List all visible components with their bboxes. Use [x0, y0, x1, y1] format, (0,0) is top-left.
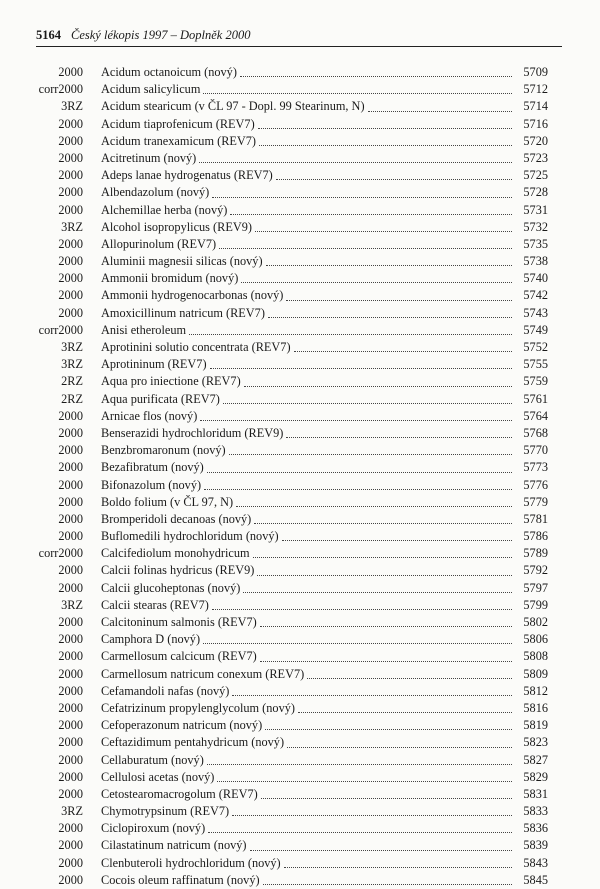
entry-page: 5833 — [523, 804, 548, 819]
index-entry — [34, 219, 548, 236]
entry-edition: 2000 — [58, 529, 83, 544]
entry-name: Acidum tranexamicum (REV7) — [101, 133, 257, 148]
entry-page: 5752 — [523, 340, 548, 354]
entry-edition: 2000 — [58, 425, 83, 440]
dot-leader — [261, 798, 512, 799]
entry-name: Boldo folium (v ČL 97, N) — [101, 494, 234, 509]
dot-leader — [243, 592, 512, 593]
entry-edition: 2000 — [58, 511, 83, 526]
index-entry — [34, 631, 548, 648]
entry-name: Allopurinolum (REV7) — [101, 236, 217, 251]
entry-page: 5740 — [523, 271, 548, 286]
dot-leader — [207, 472, 512, 473]
index-entry — [34, 872, 548, 889]
dot-leader — [208, 832, 512, 833]
entry-edition: 2000 — [58, 168, 83, 183]
dot-leader — [199, 162, 512, 163]
index-entry — [34, 373, 548, 390]
entry-name: Acidum tiaprofenicum (REV7) — [101, 116, 255, 131]
entry-edition: corr2000 — [38, 322, 83, 337]
index-entry — [34, 459, 548, 476]
entry-name: Acidum stearicum (v ČL 97 - Dopl. 99 Stearinum, N) — [101, 99, 365, 114]
entry-page: 5786 — [523, 529, 548, 544]
index-entry — [34, 648, 548, 665]
index-entry — [34, 511, 548, 528]
index-entry — [34, 734, 548, 751]
index-entry — [34, 270, 548, 287]
entry-page: 5829 — [523, 769, 548, 784]
entry-edition: 2000 — [58, 666, 83, 681]
entry-page: 5773 — [523, 460, 548, 475]
dot-leader — [294, 351, 512, 352]
entry-edition: 2000 — [58, 202, 83, 217]
dot-leader — [232, 695, 512, 696]
dot-leader — [189, 334, 512, 335]
entry-edition: 2000 — [58, 305, 83, 320]
index-entry — [34, 752, 548, 769]
dot-leader — [286, 437, 512, 438]
entry-page: 5843 — [523, 855, 548, 870]
entry-name: Aqua pro iniectione (REV7) — [101, 374, 241, 389]
entry-name: Cefamandoli nafas (nový) — [101, 683, 230, 698]
entry-name: Alcohol isopropylicus (REV9) — [101, 219, 252, 234]
entry-name: Anisi etheroleum — [101, 322, 187, 337]
index-entry — [34, 786, 548, 803]
dot-leader — [240, 76, 512, 77]
entry-name: Benzbromaronum (nový) — [101, 443, 226, 458]
entry-page: 5761 — [523, 391, 548, 406]
entry-edition: 2000 — [58, 494, 83, 509]
index-entry — [34, 116, 548, 133]
entry-edition: 3RZ — [61, 597, 83, 612]
entry-page: 5809 — [523, 666, 548, 681]
index-entry — [34, 305, 548, 322]
dot-leader — [223, 403, 512, 404]
entry-edition: 2000 — [58, 116, 83, 131]
dot-leader — [219, 248, 512, 249]
index-entry — [34, 64, 548, 81]
dot-leader — [276, 179, 512, 180]
index-entry — [34, 597, 548, 614]
entry-page: 5797 — [523, 580, 548, 595]
entry-name: Aprotinini solutio concentrata (REV7) — [101, 340, 291, 354]
entry-page: 5806 — [523, 632, 548, 647]
entry-page: 5755 — [523, 357, 548, 372]
index-entry — [34, 167, 548, 184]
entry-page: 5808 — [523, 649, 548, 664]
entry-page: 5776 — [523, 477, 548, 492]
entry-name: Calcii glucoheptonas (nový) — [101, 580, 241, 595]
entry-name: Cetostearomacrogolum (REV7) — [101, 786, 258, 801]
entry-edition: 2000 — [58, 632, 83, 647]
dot-leader — [259, 145, 512, 146]
entry-edition: corr2000 — [38, 82, 83, 97]
dot-leader — [203, 93, 512, 94]
entry-page: 5779 — [523, 494, 548, 509]
index-entry — [34, 408, 548, 425]
dot-leader — [229, 454, 512, 455]
index-entry — [34, 494, 548, 511]
entry-name: Cellaburatum (nový) — [101, 752, 204, 767]
dot-leader — [298, 712, 512, 713]
index-list — [34, 64, 548, 889]
dot-leader — [260, 626, 512, 627]
dot-leader — [253, 557, 512, 558]
index-entry — [34, 322, 548, 339]
index-entry — [34, 562, 548, 579]
dot-leader — [368, 111, 512, 112]
index-entry — [34, 614, 548, 631]
entry-page: 5770 — [523, 443, 548, 458]
entry-edition: 2RZ — [61, 374, 83, 389]
index-entry — [34, 425, 548, 442]
dot-leader — [268, 317, 512, 318]
entry-page: 5743 — [523, 305, 548, 320]
entry-page: 5749 — [523, 322, 548, 337]
entry-name: Ceftazidimum pentahydricum (nový) — [101, 735, 285, 750]
entry-page: 5831 — [523, 786, 548, 801]
running-header — [36, 28, 562, 47]
dot-leader — [212, 609, 512, 610]
entry-edition: 2000 — [58, 65, 83, 79]
entry-edition: 2000 — [58, 769, 83, 784]
entry-page: 5731 — [523, 202, 548, 217]
index-entry — [34, 666, 548, 683]
entry-name: Ammonii hydrogenocarbonas (nový) — [101, 288, 284, 303]
entry-edition: 2000 — [58, 838, 83, 853]
entry-page: 5812 — [523, 683, 548, 698]
dot-leader — [263, 884, 512, 885]
dot-leader — [203, 643, 512, 644]
entry-page: 5845 — [523, 872, 548, 887]
entry-edition: 3RZ — [61, 340, 83, 354]
index-entry — [34, 683, 548, 700]
dot-leader — [257, 575, 512, 576]
entry-edition: 2000 — [58, 477, 83, 492]
entry-edition: 2000 — [58, 786, 83, 801]
entry-page: 5728 — [523, 185, 548, 200]
entry-name: Ciclopiroxum (nový) — [101, 821, 206, 836]
entry-name: Aqua purificata (REV7) — [101, 391, 220, 406]
dot-leader — [244, 386, 512, 387]
dot-leader — [307, 678, 512, 679]
entry-page: 5819 — [523, 718, 548, 733]
entry-page: 5709 — [523, 65, 548, 79]
entry-name: Bifonazolum (nový) — [101, 477, 202, 492]
entry-edition: 3RZ — [61, 219, 83, 234]
entry-name: Arnicae flos (nový) — [101, 408, 198, 423]
entry-page: 5714 — [523, 99, 548, 114]
entry-page: 5759 — [523, 374, 548, 389]
entry-page: 5789 — [523, 546, 548, 561]
index-entry — [34, 528, 548, 545]
dot-leader — [286, 300, 512, 301]
entry-page: 5712 — [523, 82, 548, 97]
entry-name: Buflomedili hydrochloridum (nový) — [101, 529, 279, 544]
entry-page: 5720 — [523, 133, 548, 148]
entry-page: 5735 — [523, 236, 548, 251]
index-entry — [34, 769, 548, 786]
index-entry — [34, 580, 548, 597]
page-number: 5164 — [36, 28, 61, 42]
entry-edition: 2000 — [58, 254, 83, 269]
entry-edition: 3RZ — [61, 804, 83, 819]
dot-leader — [287, 747, 512, 748]
entry-edition: 2000 — [58, 150, 83, 165]
dot-leader — [284, 867, 512, 868]
entry-name: Acidum salicylicum — [101, 82, 201, 97]
entry-page: 5781 — [523, 511, 548, 526]
entry-name: Calcifediolum monohydricum — [101, 546, 250, 561]
entry-page: 5738 — [523, 254, 548, 269]
dot-leader — [266, 265, 512, 266]
entry-name: Alchemillae herba (nový) — [101, 202, 228, 217]
entry-edition: corr2000 — [38, 546, 83, 561]
entry-edition: 2000 — [58, 185, 83, 200]
entry-page: 5723 — [523, 150, 548, 165]
dot-leader — [265, 729, 512, 730]
entry-edition: 2000 — [58, 408, 83, 423]
entry-edition: 2000 — [58, 683, 83, 698]
entry-edition: 3RZ — [61, 99, 83, 114]
index-entry — [34, 391, 548, 408]
dot-leader — [254, 523, 512, 524]
entry-edition: 2000 — [58, 735, 83, 750]
index-entry — [34, 837, 548, 854]
entry-edition: 2000 — [58, 855, 83, 870]
entry-name: Cellulosi acetas (nový) — [101, 769, 215, 784]
entry-edition: 2000 — [58, 460, 83, 475]
entry-name: Calcii stearas (REV7) — [101, 597, 209, 612]
entry-edition: 2000 — [58, 649, 83, 664]
entry-name: Ammonii bromidum (nový) — [101, 271, 239, 286]
index-entry — [34, 150, 548, 167]
index-entry — [34, 803, 548, 820]
entry-page: 5732 — [523, 219, 548, 234]
index-entry — [34, 855, 548, 872]
entry-page: 5716 — [523, 116, 548, 131]
entry-page: 5816 — [523, 700, 548, 715]
index-entry — [34, 184, 548, 201]
entry-name: Aprotininum (REV7) — [101, 357, 207, 372]
dot-leader — [210, 368, 512, 369]
index-entry — [34, 236, 548, 253]
dot-leader — [207, 764, 512, 765]
entry-edition: 2000 — [58, 443, 83, 458]
dot-leader — [212, 197, 512, 198]
dot-leader — [232, 815, 512, 816]
entry-name: Carmellosum natricum conexum (REV7) — [101, 666, 305, 681]
entry-name: Aluminii magnesii silicas (nový) — [101, 254, 263, 269]
entry-name: Adeps lanae hydrogenatus (REV7) — [101, 168, 273, 183]
index-entry — [34, 98, 548, 115]
entry-name: Cefoperazonum natricum (nový) — [101, 718, 263, 733]
entry-edition: 2RZ — [61, 391, 83, 406]
entry-edition: 2000 — [58, 271, 83, 286]
entry-edition: 2000 — [58, 133, 83, 148]
entry-page: 5725 — [523, 168, 548, 183]
entry-name: Acitretinum (nový) — [101, 150, 197, 165]
entry-name: Chymotrypsinum (REV7) — [101, 804, 230, 819]
dot-leader — [236, 506, 512, 507]
entry-name: Cocois oleum raffinatum (nový) — [101, 872, 260, 887]
entry-name: Carmellosum calcicum (REV7) — [101, 649, 257, 664]
index-entry — [34, 477, 548, 494]
entry-name: Bromperidoli decanoas (nový) — [101, 511, 252, 526]
entry-name: Calcitoninum salmonis (REV7) — [101, 615, 257, 629]
entry-name: Benserazidi hydrochloridum (REV9) — [101, 425, 284, 440]
entry-page: 5768 — [523, 425, 548, 440]
index-entry — [34, 339, 548, 356]
entry-edition: 2000 — [58, 580, 83, 595]
entry-name: Calcii folinas hydricus (REV9) — [101, 563, 255, 578]
entry-name: Albendazolum (nový) — [101, 185, 210, 200]
dot-leader — [282, 540, 512, 541]
entry-name: Clenbuteroli hydrochloridum (nový) — [101, 855, 281, 870]
entry-page: 5836 — [523, 821, 548, 836]
index-entry — [34, 253, 548, 270]
entry-page: 5802 — [523, 615, 548, 629]
index-entry — [34, 202, 548, 219]
entry-page: 5764 — [523, 408, 548, 423]
dot-leader — [255, 231, 512, 232]
entry-edition: 2000 — [58, 615, 83, 629]
entry-page: 5827 — [523, 752, 548, 767]
running-title: Český lékopis 1997 – Doplněk 2000 — [71, 28, 251, 42]
dot-leader — [217, 781, 512, 782]
entry-name: Acidum octanoicum (nový) — [101, 65, 237, 79]
dot-leader — [204, 489, 512, 490]
entry-page: 5792 — [523, 563, 548, 578]
index-entry — [34, 133, 548, 150]
index-entry — [34, 717, 548, 734]
index-entry — [34, 356, 548, 373]
entry-page: 5823 — [523, 735, 548, 750]
dot-leader — [250, 850, 513, 851]
dot-leader — [258, 128, 512, 129]
entry-page: 5742 — [523, 288, 548, 303]
entry-edition: 2000 — [58, 236, 83, 251]
entry-name: Cilastatinum natricum (nový) — [101, 838, 247, 853]
dot-leader — [230, 214, 512, 215]
entry-page: 5839 — [523, 838, 548, 853]
entry-edition: 2000 — [58, 563, 83, 578]
entry-edition: 2000 — [58, 821, 83, 836]
dot-leader — [260, 661, 512, 662]
dot-leader — [200, 420, 512, 421]
entry-edition: 2000 — [58, 288, 83, 303]
entry-name: Amoxicillinum natricum (REV7) — [101, 305, 265, 320]
entry-name: Camphora D (nový) — [101, 632, 201, 647]
entry-name: Cefatrizinum propylenglycolum (nový) — [101, 700, 295, 715]
entry-edition: 2000 — [58, 718, 83, 733]
dot-leader — [241, 282, 512, 283]
entry-name: Bezafibratum (nový) — [101, 460, 204, 475]
entry-edition: 3RZ — [61, 357, 83, 372]
index-entry — [34, 820, 548, 837]
index-entry — [34, 81, 548, 98]
index-entry — [34, 545, 548, 562]
index-entry — [34, 287, 548, 304]
index-entry — [34, 442, 548, 459]
entry-edition: 2000 — [58, 872, 83, 887]
entry-edition: 2000 — [58, 752, 83, 767]
entry-edition: 2000 — [58, 700, 83, 715]
entry-page: 5799 — [523, 597, 548, 612]
index-entry — [34, 700, 548, 717]
